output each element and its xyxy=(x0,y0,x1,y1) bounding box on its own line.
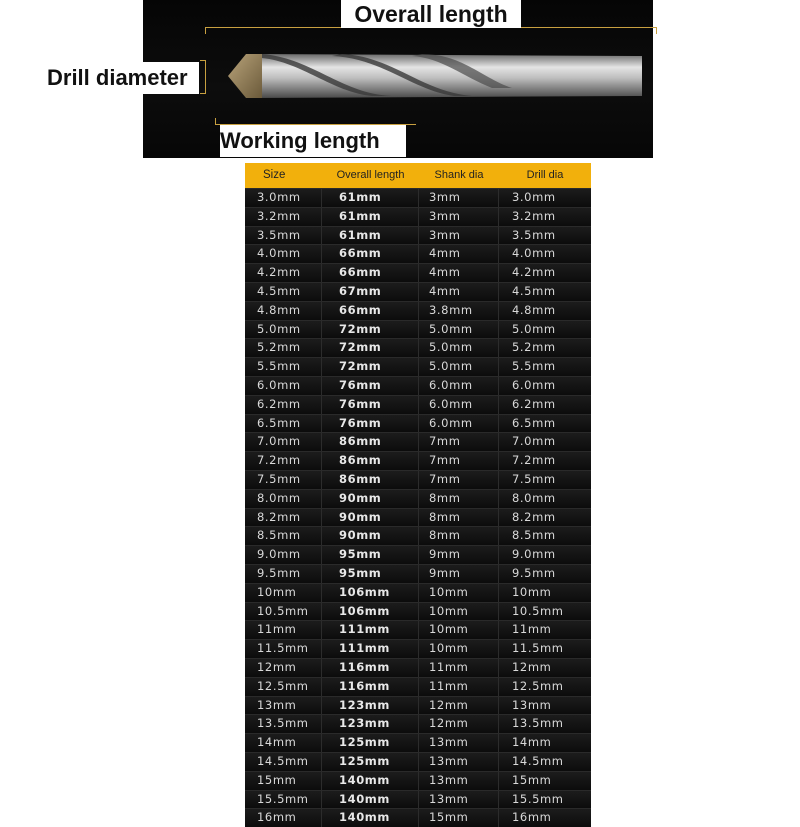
cell-overall-length: 90mm xyxy=(322,509,419,527)
table-row xyxy=(245,395,591,414)
cell-drill-dia: 4.0mm xyxy=(512,246,556,261)
table-row xyxy=(245,508,591,527)
table-body xyxy=(245,188,591,827)
cell-drill-dia: 6.0mm xyxy=(512,377,556,392)
cell-size: 11.5mm xyxy=(245,640,322,658)
cell-overall-length: 111mm xyxy=(322,640,419,658)
cell-overall-length: 140mm xyxy=(322,772,419,790)
table-row xyxy=(245,282,591,301)
table-row xyxy=(245,564,591,583)
table-row xyxy=(245,357,591,376)
cell-overall-length: 72mm xyxy=(322,321,419,339)
cell-overall-length: 106mm xyxy=(322,603,419,621)
cell-overall-length: 106mm xyxy=(322,584,419,602)
cell-drill-dia: 16mm xyxy=(512,810,552,825)
cell-size: 8.0mm xyxy=(245,490,322,508)
cell-shank-dia: 8mm xyxy=(419,527,499,545)
cell-shank-dia: 8mm xyxy=(419,509,499,527)
cell-drill-dia: 11mm xyxy=(512,622,552,637)
working-length-dimension-line xyxy=(215,118,416,125)
cell-drill-dia: 15mm xyxy=(512,772,552,787)
cell-overall-length: 125mm xyxy=(322,734,419,752)
cell-size: 5.2mm xyxy=(245,339,322,357)
cell-shank-dia: 11mm xyxy=(419,659,499,677)
cell-size: 5.5mm xyxy=(245,358,322,376)
cell-drill-dia: 10mm xyxy=(512,584,552,599)
cell-shank-dia: 8mm xyxy=(419,490,499,508)
cell-shank-dia: 9mm xyxy=(419,546,499,564)
cell-overall-length: 90mm xyxy=(322,490,419,508)
overall-length-dimension-line xyxy=(205,27,657,34)
cell-shank-dia: 10mm xyxy=(419,621,499,639)
table-row xyxy=(245,771,591,790)
cell-size: 7.0mm xyxy=(245,433,322,451)
table-row xyxy=(245,733,591,752)
cell-overall-length: 67mm xyxy=(322,283,419,301)
table-row xyxy=(245,188,591,207)
cell-size: 13mm xyxy=(245,697,322,715)
drill-diameter-label: Drill diameter xyxy=(47,62,199,94)
cell-size: 7.2mm xyxy=(245,452,322,470)
table-row xyxy=(245,338,591,357)
table-row xyxy=(245,226,591,245)
cell-overall-length: 66mm xyxy=(322,245,419,263)
header-shank-dia: Shank dia xyxy=(434,169,484,181)
cell-size: 4.5mm xyxy=(245,283,322,301)
cell-shank-dia: 10mm xyxy=(419,603,499,621)
cell-shank-dia: 3mm xyxy=(419,189,499,207)
cell-drill-dia: 15.5mm xyxy=(512,791,564,806)
cell-overall-length: 95mm xyxy=(322,546,419,564)
table-row xyxy=(245,602,591,621)
cell-size: 4.0mm xyxy=(245,245,322,263)
cell-size: 5.0mm xyxy=(245,321,322,339)
cell-drill-dia: 4.2mm xyxy=(512,265,556,280)
table-row xyxy=(245,263,591,282)
drill-diameter-dimension-line xyxy=(200,60,206,94)
cell-size: 4.2mm xyxy=(245,264,322,282)
cell-shank-dia: 4mm xyxy=(419,245,499,263)
cell-overall-length: 76mm xyxy=(322,415,419,433)
cell-size: 14.5mm xyxy=(245,753,322,771)
cell-drill-dia: 8.0mm xyxy=(512,490,556,505)
cell-drill-dia: 14mm xyxy=(512,735,552,750)
cell-shank-dia: 12mm xyxy=(419,715,499,733)
cell-shank-dia: 5.0mm xyxy=(419,339,499,357)
table-row xyxy=(245,620,591,639)
cell-drill-dia: 5.0mm xyxy=(512,321,556,336)
table-row xyxy=(245,545,591,564)
cell-shank-dia: 9mm xyxy=(419,565,499,583)
table-row xyxy=(245,677,591,696)
table-header xyxy=(245,163,591,188)
table-row xyxy=(245,639,591,658)
cell-shank-dia: 12mm xyxy=(419,697,499,715)
cell-shank-dia: 13mm xyxy=(419,791,499,809)
cell-drill-dia: 4.8mm xyxy=(512,302,556,317)
cell-size: 9.5mm xyxy=(245,565,322,583)
cell-drill-dia: 9.5mm xyxy=(512,565,556,580)
table-row xyxy=(245,696,591,715)
cell-overall-length: 125mm xyxy=(322,753,419,771)
table-row xyxy=(245,583,591,602)
cell-shank-dia: 4mm xyxy=(419,264,499,282)
cell-shank-dia: 3mm xyxy=(419,208,499,226)
cell-shank-dia: 13mm xyxy=(419,772,499,790)
table-row xyxy=(245,489,591,508)
cell-overall-length: 66mm xyxy=(322,264,419,282)
cell-shank-dia: 6.0mm xyxy=(419,396,499,414)
cell-shank-dia: 5.0mm xyxy=(419,358,499,376)
cell-overall-length: 140mm xyxy=(322,791,419,809)
cell-drill-dia: 6.2mm xyxy=(512,396,556,411)
cell-size: 3.5mm xyxy=(245,227,322,245)
table-row xyxy=(245,808,591,827)
cell-overall-length: 76mm xyxy=(322,396,419,414)
cell-size: 6.2mm xyxy=(245,396,322,414)
cell-size: 3.2mm xyxy=(245,208,322,226)
cell-drill-dia: 9.0mm xyxy=(512,547,556,562)
table-row xyxy=(245,526,591,545)
cell-overall-length: 86mm xyxy=(322,452,419,470)
cell-drill-dia: 8.5mm xyxy=(512,528,556,543)
cell-drill-dia: 12.5mm xyxy=(512,678,564,693)
cell-drill-dia: 7.2mm xyxy=(512,453,556,468)
cell-overall-length: 111mm xyxy=(322,621,419,639)
cell-overall-length: 86mm xyxy=(322,433,419,451)
cell-shank-dia: 7mm xyxy=(419,471,499,489)
cell-overall-length: 123mm xyxy=(322,715,419,733)
table-row xyxy=(245,790,591,809)
cell-size: 12.5mm xyxy=(245,678,322,696)
cell-overall-length: 76mm xyxy=(322,377,419,395)
cell-overall-length: 61mm xyxy=(322,189,419,207)
cell-size: 8.5mm xyxy=(245,527,322,545)
cell-overall-length: 72mm xyxy=(322,339,419,357)
cell-overall-length: 95mm xyxy=(322,565,419,583)
cell-drill-dia: 14.5mm xyxy=(512,753,564,768)
cell-overall-length: 66mm xyxy=(322,302,419,320)
cell-overall-length: 61mm xyxy=(322,227,419,245)
table-row xyxy=(245,451,591,470)
table-row xyxy=(245,320,591,339)
table-row xyxy=(245,244,591,263)
cell-drill-dia: 13.5mm xyxy=(512,716,564,731)
cell-size: 15mm xyxy=(245,772,322,790)
cell-size: 16mm xyxy=(245,809,322,827)
cell-drill-dia: 6.5mm xyxy=(512,415,556,430)
cell-drill-dia: 3.2mm xyxy=(512,208,556,223)
cell-size: 12mm xyxy=(245,659,322,677)
cell-shank-dia: 11mm xyxy=(419,678,499,696)
table-row xyxy=(245,376,591,395)
table-row xyxy=(245,752,591,771)
cell-drill-dia: 7.0mm xyxy=(512,434,556,449)
cell-overall-length: 90mm xyxy=(322,527,419,545)
cell-size: 15.5mm xyxy=(245,791,322,809)
cell-overall-length: 123mm xyxy=(322,697,419,715)
table-row xyxy=(245,207,591,226)
cell-size: 8.2mm xyxy=(245,509,322,527)
cell-overall-length: 72mm xyxy=(322,358,419,376)
cell-shank-dia: 3mm xyxy=(419,227,499,245)
cell-drill-dia: 3.0mm xyxy=(512,190,556,204)
cell-overall-length: 140mm xyxy=(322,809,419,827)
cell-shank-dia: 7mm xyxy=(419,452,499,470)
header-overall-length: Overall length xyxy=(336,169,405,181)
cell-size: 10mm xyxy=(245,584,322,602)
cell-drill-dia: 13mm xyxy=(512,697,552,712)
drill-bit-image xyxy=(222,48,642,104)
cell-size: 7.5mm xyxy=(245,471,322,489)
cell-shank-dia: 4mm xyxy=(419,283,499,301)
overall-length-label: Overall length xyxy=(341,0,521,28)
cell-drill-dia: 10.5mm xyxy=(512,603,564,618)
cell-drill-dia: 3.5mm xyxy=(512,227,556,242)
cell-shank-dia: 10mm xyxy=(419,584,499,602)
cell-shank-dia: 13mm xyxy=(419,753,499,771)
cell-drill-dia: 11.5mm xyxy=(512,641,564,656)
cell-overall-length: 86mm xyxy=(322,471,419,489)
cell-shank-dia: 6.0mm xyxy=(419,415,499,433)
cell-size: 4.8mm xyxy=(245,302,322,320)
cell-size: 10.5mm xyxy=(245,603,322,621)
header-drill-dia: Drill dia xyxy=(526,169,564,181)
table-row xyxy=(245,432,591,451)
table-row xyxy=(245,301,591,320)
table-row xyxy=(245,470,591,489)
cell-shank-dia: 6.0mm xyxy=(419,377,499,395)
cell-shank-dia: 5.0mm xyxy=(419,321,499,339)
cell-drill-dia: 5.5mm xyxy=(512,359,556,374)
cell-overall-length: 61mm xyxy=(322,208,419,226)
cell-shank-dia: 13mm xyxy=(419,734,499,752)
cell-size: 13.5mm xyxy=(245,715,322,733)
cell-shank-dia: 10mm xyxy=(419,640,499,658)
table-row xyxy=(245,414,591,433)
cell-size: 6.0mm xyxy=(245,377,322,395)
cell-drill-dia: 8.2mm xyxy=(512,509,556,524)
cell-size: 14mm xyxy=(245,734,322,752)
cell-size: 3.0mm xyxy=(245,189,322,207)
cell-drill-dia: 5.2mm xyxy=(512,340,556,355)
cell-drill-dia: 4.5mm xyxy=(512,283,556,298)
cell-drill-dia: 12mm xyxy=(512,659,552,674)
cell-shank-dia: 3.8mm xyxy=(419,302,499,320)
table-row xyxy=(245,714,591,733)
working-length-label: Working length xyxy=(220,125,406,157)
header-size: Size xyxy=(263,169,286,181)
cell-size: 6.5mm xyxy=(245,415,322,433)
cell-shank-dia: 7mm xyxy=(419,433,499,451)
size-table xyxy=(245,163,591,825)
cell-overall-length: 116mm xyxy=(322,678,419,696)
cell-size: 11mm xyxy=(245,621,322,639)
cell-shank-dia: 15mm xyxy=(419,809,499,827)
cell-size: 9.0mm xyxy=(245,546,322,564)
cell-drill-dia: 7.5mm xyxy=(512,471,556,486)
table-row xyxy=(245,658,591,677)
cell-overall-length: 116mm xyxy=(322,659,419,677)
